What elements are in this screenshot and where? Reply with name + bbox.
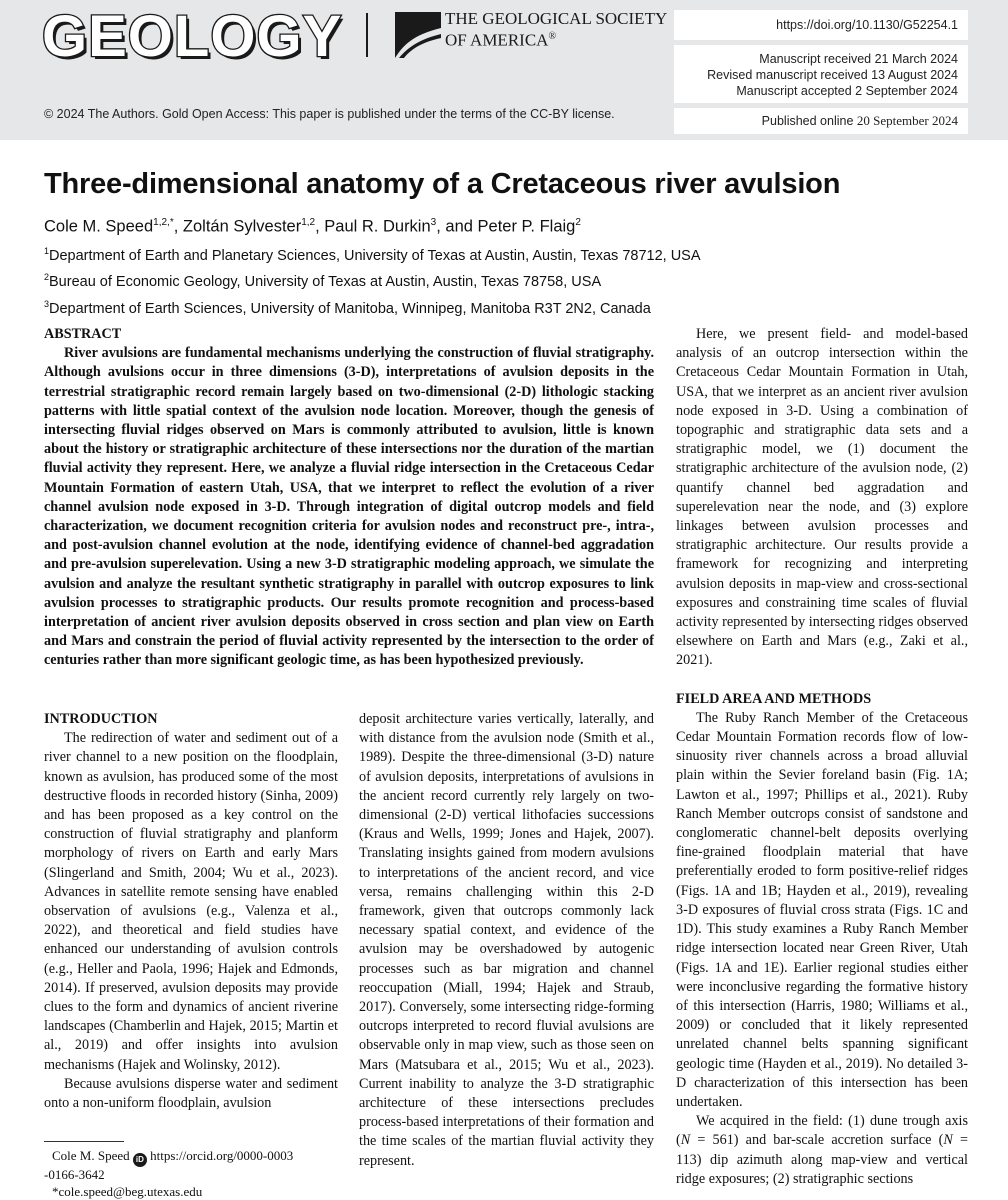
published-date: 20 September 2024 [856,113,958,128]
registered-mark: ® [548,31,557,42]
author-separator: , and [436,217,478,236]
affiliation-number: 1 [44,246,50,256]
text-run: We acquired in the field: (1) dune trough axis ( [676,1113,968,1149]
journal-logo: GEOLOGY [42,4,343,69]
introduction-heading: INTRODUCTION [44,711,158,727]
gsa-logo-icon [395,12,441,58]
abstract-text: River avulsions are fundamental mechanisms underlying the construction of fluvial stratigraphy. Although avulsions occur in three dimensions (3-D), interpretations of avulsion deposits in the terrestrial stratigraphic record remain largely based on two-dimensional (2-D) lithologic stacking patterns with little spatial context of the avulsion node location. Moreover, though the genesis of intersecting fluvial ridges observed on Mars is commonly attributed to avulsion, little is known about the history or stratigraphic architecture of these intersections nor the duration of the martian fluvial activity they represent. Here, we analyze a fluvial ridge intersection in the Cretaceous Cedar Mountain Formation of eastern Utah, USA, that we interpret to reflect the evolution of a river channel avulsion node exposed in 3-D. Through integration of digital outcrop models and field characterization, we document recognition criteria for avulsion nodes and reconstruct pre-, intra-, and post-avulsion channel evolution at the node, identifying evidence of channel-bed aggradation and pre-avulsion superelevation. Using a new 3-D stratigraphic modeling approach, we simulate the avulsion and analyze the resultant synthetic stratigraphy in parallel with outcrop exposures to link avulsion processes to stratigraphic products. Our results promote recognition and process-based interpretation of ancient river avulsion deposits observed in cross section and plan view on Earth and Mars and constrain the period of fluvial activity represented by the intersection to the order of centuries rather than more significant geologic time, as has been hypothesized previously. [44,345,654,669]
footnote-rule [44,1141,124,1142]
introduction-continuation-paragraph: deposit architecture varies vertically, laterally, and with distance from the avulsion node (Smith et al., 1989). Despite the three-dimensional (3-D) nature of avulsion deposits, interpretations of avulsions in the ancient record currently rely largely on two-dimensional (2-D) vertical lithofacies successions (Kraus and Wells, 1999; Jones and Hajek, 2007). Translating insights gained from modern avulsions to interpretations of the ancient record, and vice versa, remains challenging within this 2-D framework, given that outcrops commonly lack necessary spatial context, and evidence of the avulsion may be overshadowed by autogenic processes such as bar migration and channel reoccupation (Miall, 1994; Hajek and Straub, 2017). Conversely, some intersecting ridge-forming outcrops interpreted to record fluvial avulsions are observable only in map view, such as those seen on Mars (Matsubara et al., 2015; Wu et al., 2023). Current inability to analyze the 3-D stratigraphic architecture of these intersections precludes process-based interpretations of their formation and the time scales of the martian fluvial activity they represent. [359,711,654,1169]
author-email[interactable]: *cole.speed@beg.utexas.edu [52,1183,203,1199]
accepted-date: Manuscript accepted 2 September 2024 [736,84,958,98]
article-title: Three-dimensional anatomy of a Cretaceous river avulsion [44,168,841,200]
text-run: = 561) and bar-scale accretion surface ( [690,1132,944,1149]
orcid-link[interactable]: https://orcid.org/0000-0003 [150,1148,294,1163]
published-label: Published online [761,114,854,128]
introduction-section [44,710,338,1113]
society-name-line1: THE GEOLOGICAL SOCIETY [445,9,668,28]
text-run: = 113) dip azimuth along map-view and vertical ridge exposures; (2) stratigraphic sections [676,1132,968,1187]
affiliation-text: Department of Earth Sciences, University of Manitoba, Winnipeg, Manitoba R3T 2N2, Canada [49,300,651,317]
affiliation-item [44,294,701,320]
affiliation-number: 3 [44,298,50,309]
intro-continuation-paragraph: Here, we present field- and model-based analysis of an outcrop intersection within the Cretaceous Cedar Mountain Formation in Utah, USA, that we interpret as an ancient river avulsion node exposed in 3-D. Using a combination of topographic and stratigraphic data sets and a stratigraphic model, we (1) document the stratigraphic architecture of the avulsion node, (2) quantify channel bed aggradation and superelevation near the node, and (3) explore linkages between avulsion processes and stratigraphic architecture. Our results provide a framework for recognizing and interpreting avulsion deposits in map-view and cross-sectional exposures and constraining time scales of fluvial activity represented by intersecting ridges observed elsewhere on Earth and Mars (e.g., Zaki et al., 2021). [676,326,968,669]
abstract-section [44,325,654,671]
license-statement: © 2024 The Authors. Gold Open Access: This paper is published under the terms of the CC-BY license. [44,107,615,121]
field-methods-heading: FIELD AREA AND METHODS [676,690,872,707]
middle-column [359,710,654,1171]
author-name: Zoltán Sylvester [182,217,302,236]
orcid-link-continuation[interactable]: -0166-3642 [44,1167,105,1182]
doi-box [674,10,968,40]
author-name: Paul R. Durkin [324,217,431,236]
doi-link[interactable]: https://doi.org/10.1130/G52254.1 [776,18,958,32]
orcid-icon[interactable]: iD [133,1153,147,1167]
abstract-heading: ABSTRACT [44,326,122,342]
italic-variable: N [680,1132,691,1149]
affiliation-list [44,241,701,320]
author-affiliation-marker: 1,2 [301,217,316,228]
author-name: Peter P. Flaig [477,217,576,236]
field-methods-paragraph: The Ruby Ranch Member of the Cretaceous Cedar Mountain Formation records flow of low-sinuosity river channels across a broad alluvial plain within the Sevier foreland basin (Fig. 1A; Lawton et al., 1997; Phillips et al., 2021). Ruby Ranch Member outcrops consist of sandstone and conglomeratic channel-belt deposits overlying fine-grained floodplain material that have preferentially eroded to form positive-relief ridges (Figs. 1A and 1B; Hayden et al., 2019), revealing 3-D exposures of fluvial cross strata (Figs. 1C and 1D). This study examines a Ruby Ranch Member ridge intersection located near Green River, Utah (Figs. 1A and 1E). Earlier regional studies either were inconclusive regarding the formative history of this intersection (Harris, 1980; Williams et al., 2009) or concluded that it likely represented unrelated channel belts spanning significant geologic time (Hayden et al., 2019). No detailed 3-D characterization of this intersection has been undertaken. [676,709,968,1110]
introduction-paragraph: Because avulsions disperse water and sediment onto a non-uniform floodplain, avulsion [44,1075,338,1112]
manuscript-dates-box [674,45,968,103]
footnote-author: Cole M. Speed [52,1148,130,1163]
logo-divider [366,13,368,57]
author-separator: , [173,217,183,236]
author-list [44,217,581,237]
author-name: Cole M. Speed [44,217,154,236]
author-separator: , [315,217,325,236]
affiliation-text: Bureau of Economic Geology, University of Texas at Austin, Austin, Texas 78758, USA [49,274,602,291]
header-band [0,0,1008,140]
affiliation-item [44,241,701,267]
affiliation-number: 2 [44,272,50,283]
right-column [676,325,968,1189]
introduction-paragraph: The redirection of water and sediment out of a river channel to a new position on the floodplain, known as avulsion, has produced some of the most destructive floods in recorded history (Sinha, 2009) and has been proposed as a key control on the construction of fluvial stratigraphy and planform morphology of rivers on Earth and early Mars (Slingerland and Smith, 2004; Wu et al., 2023). Advances in satellite remote sensing have enabled observation of avulsions (e.g., Valenza et al., 2022), and theoretical and field studies have enhanced our understanding of avulsion controls (e.g., Heller and Paola, 1996; Hajek and Edmonds, 2014). If preserved, avulsion deposits may provide clues to the form and dynamics of ancient riverine landscapes (Chamberlin and Hajek, 2015; Martin et al., 2019) and offer insights into avulsion mechanisms (Hajek and Wolinsky, 2012). [44,730,338,1073]
society-name [445,10,667,50]
field-methods-paragraph [676,1112,968,1189]
society-name-line2: OF AMERICA [445,30,549,50]
revised-date: Revised manuscript received 13 August 2024 [707,68,958,82]
corresponding-author-footnote [44,1148,342,1200]
affiliation-text: Department of Earth and Planetary Sciences, University of Texas at Austin, Austin, Texas 78712, USA [49,247,701,264]
italic-variable: N [943,1132,953,1149]
published-online-box [674,108,968,134]
author-affiliation-marker: 1,2,* [153,217,174,228]
author-affiliation-marker: 3 [430,217,437,228]
author-affiliation-marker: 2 [575,217,581,228]
affiliation-item [44,267,701,293]
received-date: Manuscript received 21 March 2024 [759,52,958,66]
